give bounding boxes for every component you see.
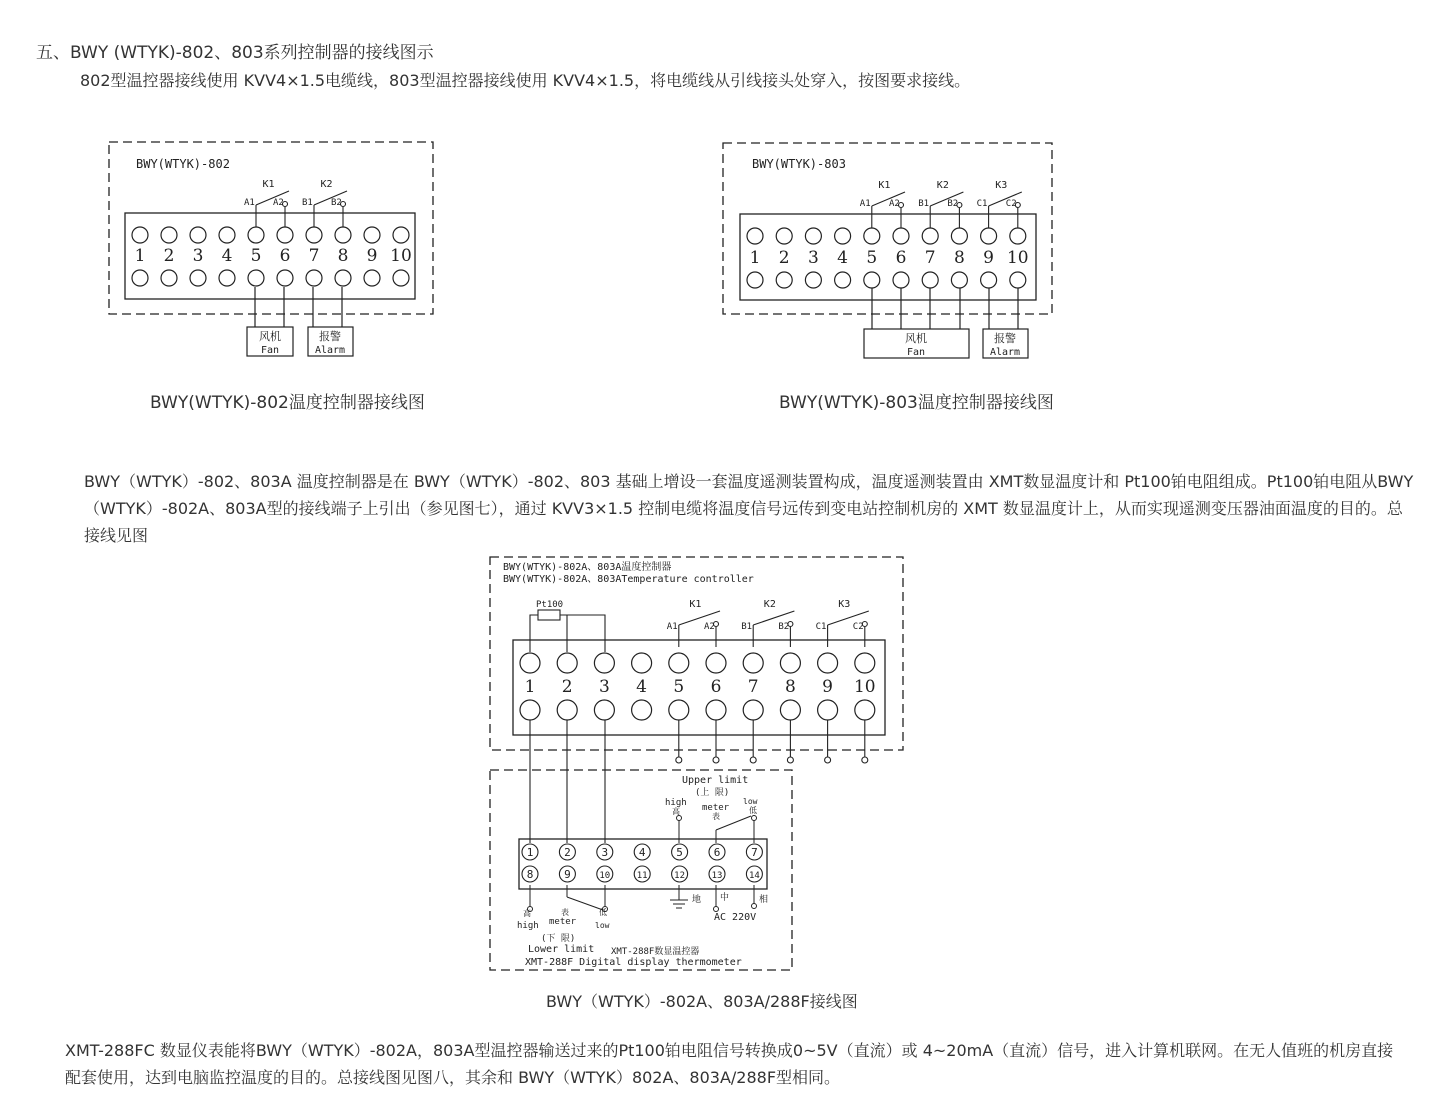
terminal-top-8: [780, 653, 800, 673]
xmt-terminal-label-2: 2: [564, 846, 571, 859]
fig803a-meter2-cn: 表: [561, 908, 569, 917]
terminal-label-6: 6: [895, 248, 907, 268]
contact-label-C1: C1: [815, 622, 827, 632]
terminal-label-7: 7: [308, 246, 320, 266]
terminal-label-1: 1: [749, 248, 761, 268]
relay-label-K1: K1: [689, 599, 702, 610]
fig803-alarm-cn: 报警: [994, 332, 1016, 345]
terminal-top-3: [805, 228, 821, 244]
xmt-terminal-label-8: 8: [526, 868, 534, 881]
terminal-top-8: [951, 228, 967, 244]
fig803a-ac: AC 220V: [714, 912, 757, 923]
terminal-bottom-6: [706, 700, 726, 720]
terminal-bottom-8: [951, 272, 967, 288]
terminal-bottom-3: [594, 700, 614, 720]
terminal-top-7: [922, 228, 938, 244]
fig803-alarm-en: Alarm: [989, 347, 1021, 358]
footer-paragraph: XMT-288FC 数显仪表能将BWY（WTYK）-802A，803A型温控器输送过来的Pt100铂电阻信号转换成0~5V（直流）或 4~20mA（直流）信号，进入计算机联网。在无人值班的机房直接配套使用，达到电脑监控温度的目的。总接线图见图八，其余和 BWY（WTYK）802A、803A/288F型相同。: [65, 1041, 1394, 1087]
contact-label-A2: A2: [889, 199, 900, 209]
fig802-caption: BWY(WTYK)-802温度控制器接线图: [150, 393, 425, 413]
contact-label-A2: A2: [704, 622, 715, 632]
fig802-alarm-cn: 报警: [319, 330, 341, 343]
contact-label-C2: C2: [1005, 199, 1017, 209]
diagram-803a: [485, 552, 915, 977]
xmt-terminal-label-5: 5: [676, 846, 683, 859]
contact-label-B2: B2: [947, 199, 959, 209]
fig803a-high2-en: high: [517, 921, 539, 931]
relay-label-K1: K1: [262, 179, 275, 190]
terminal-bottom-4: [632, 700, 652, 720]
xmt-terminal-label-1: 1: [526, 846, 534, 859]
terminal-label-4: 4: [221, 246, 233, 266]
contact-label-B1: B1: [918, 199, 930, 209]
terminal-top-9: [981, 228, 997, 244]
terminal-bottom-2: [557, 700, 577, 720]
fig803-caption: BWY(WTYK)-803温度控制器接线图: [779, 393, 1054, 413]
terminal-label-2: 2: [778, 248, 790, 268]
terminal-label-7: 7: [747, 677, 759, 697]
terminal-top-6: [893, 228, 909, 244]
terminal-top-1: [520, 653, 540, 673]
terminal-label-2: 2: [561, 677, 573, 697]
terminal-label-1: 1: [134, 246, 146, 266]
contact-label-B2: B2: [331, 198, 342, 208]
contact-label-A1: A1: [666, 622, 678, 632]
fig803a-low-en: low: [743, 797, 758, 806]
output-node-5: [676, 757, 682, 763]
terminal-bottom-2: [161, 270, 177, 286]
terminal-top-4: [632, 653, 652, 673]
output-node-7: [750, 757, 756, 763]
terminal-label-3: 3: [598, 677, 610, 697]
fig803a-ground: 地: [692, 895, 702, 905]
terminal-bottom-10: [393, 270, 409, 286]
terminal-bottom-1: [132, 270, 148, 286]
terminal-top-6: [706, 653, 726, 673]
fig803a-meter-en: meter: [702, 803, 730, 813]
terminal-label-1: 1: [524, 677, 536, 697]
output-node-9: [825, 757, 831, 763]
xmt-terminal-label-7: 7: [751, 846, 758, 859]
terminal-label-10: 10: [853, 677, 876, 697]
diagram-803: [715, 136, 1060, 366]
terminal-bottom-6: [277, 270, 293, 286]
terminal-bottom-5: [248, 270, 264, 286]
terminal-bottom-5: [669, 700, 689, 720]
contact-label-B1: B1: [741, 622, 753, 632]
contact-label-A1: A1: [859, 199, 871, 209]
terminal-top-10: [855, 653, 875, 673]
terminal-bottom-8: [780, 700, 800, 720]
fig803-fan-en: Fan: [906, 347, 926, 358]
fig803a-high2-cn: 高: [523, 909, 531, 918]
relay-label-K3: K3: [995, 180, 1008, 191]
terminal-top-7: [306, 227, 322, 243]
terminal-label-9: 9: [366, 246, 378, 266]
xmt-terminal-label-12: 12: [674, 871, 686, 881]
fig803a-phase: 相: [759, 895, 769, 905]
xmt-terminal-label-9: 9: [564, 868, 571, 881]
xmt-terminal-label-13: 13: [711, 871, 723, 881]
terminal-top-2: [161, 227, 177, 243]
relay-label-K2: K2: [936, 180, 949, 191]
terminal-top-10: [393, 227, 409, 243]
fig803-title: BWY(WTYK)-803: [752, 157, 846, 171]
terminal-bottom-7: [743, 700, 763, 720]
terminal-bottom-9: [981, 272, 997, 288]
fig803a-title-en: BWY(WTYK)-802A、803ATemperature controller: [503, 574, 754, 585]
fig803a-lower-en: Lower limit: [528, 944, 595, 955]
contact-label-B1: B1: [302, 198, 313, 208]
terminal-bottom-2: [776, 272, 792, 288]
terminal-top-4: [219, 227, 235, 243]
terminal-top-5: [669, 653, 689, 673]
terminal-top-8: [335, 227, 351, 243]
contact-label-A1: A1: [244, 198, 255, 208]
contact-label-C2: C2: [852, 622, 864, 632]
terminal-bottom-1: [520, 700, 540, 720]
fig803a-high-en: high: [665, 798, 687, 808]
terminal-bottom-8: [335, 270, 351, 286]
xmt-terminal-label-10: 10: [599, 871, 611, 881]
fig803a-pt100: Pt100: [536, 600, 564, 610]
contact-label-A2: A2: [273, 198, 284, 208]
terminal-bottom-3: [805, 272, 821, 288]
fig803a-meter-cn: 表: [712, 812, 720, 821]
relay-label-K1: K1: [878, 180, 891, 191]
terminal-label-6: 6: [710, 677, 722, 697]
output-node-8: [787, 757, 793, 763]
xmt-terminal-label-11: 11: [636, 871, 648, 881]
diagram-802: [100, 135, 445, 365]
terminal-bottom-7: [922, 272, 938, 288]
terminal-top-9: [818, 653, 838, 673]
terminal-label-10: 10: [390, 246, 412, 266]
fig803a-caption: BWY（WTYK）-802A、803A/288F接线图: [546, 992, 858, 1011]
fig803a-neutral: 中: [720, 893, 730, 903]
output-node-10: [862, 757, 868, 763]
terminal-bottom-9: [818, 700, 838, 720]
fig803a-high-cn: 高: [672, 807, 680, 816]
fig802-alarm-en: Alarm: [314, 345, 346, 356]
terminal-top-1: [747, 228, 763, 244]
fig803a-upper-en: Upper limit: [682, 775, 749, 786]
fig803a-low-cn: 低: [749, 806, 757, 815]
fig803a-xmt-en: XMT-288F Digital display thermometer: [525, 957, 742, 968]
fig803a-low2-cn: 低: [599, 908, 607, 917]
xmt-terminal-label-4: 4: [638, 846, 646, 859]
terminal-label-4: 4: [837, 248, 849, 268]
terminal-bottom-10: [1010, 272, 1026, 288]
terminal-label-3: 3: [192, 246, 204, 266]
terminal-label-9: 9: [822, 677, 834, 697]
terminal-bottom-10: [855, 700, 875, 720]
terminal-label-8: 8: [953, 248, 965, 268]
terminal-bottom-9: [364, 270, 380, 286]
section-heading: 五、BWY (WTYK)-802、803系列控制器的接线图示: [36, 43, 434, 63]
fig803a-meter2-en: meter: [549, 917, 577, 927]
relay-label-K2: K2: [320, 179, 333, 190]
terminal-label-8: 8: [784, 677, 796, 697]
description-paragraph: BWY（WTYK）-802、803A 温度控制器是在 BWY（WTYK）-802、803 基础上增设一套温度遥测装置构成，温度遥测装置由 XMT数显温度计和 Pt100铂电阻组成。Pt100铂电阻从BWY（WTYK）-802A、803A型的接线端子上引出（参见图七），通过 KVV3×1.5 控制电缆将温度信号远传到变电站控制机房的 XMT 数显温度计上，从而实现遥测变压器油面温度的目的。总接线见图: [84, 472, 1414, 545]
terminal-label-6: 6: [279, 246, 291, 266]
terminal-bottom-6: [893, 272, 909, 288]
terminal-top-7: [743, 653, 763, 673]
terminal-label-5: 5: [673, 677, 685, 697]
fig803a-upper-cn: (上 限): [695, 788, 730, 798]
terminal-top-3: [594, 653, 614, 673]
terminal-bottom-4: [219, 270, 235, 286]
terminal-bottom-5: [864, 272, 880, 288]
terminal-label-9: 9: [983, 248, 995, 268]
terminal-top-4: [835, 228, 851, 244]
terminal-top-9: [364, 227, 380, 243]
fig802-fan-cn: 风机: [259, 330, 281, 343]
fig802-fan-en: Fan: [260, 345, 280, 356]
terminal-label-3: 3: [807, 248, 819, 268]
terminal-bottom-4: [835, 272, 851, 288]
xmt-terminal-label-6: 6: [713, 846, 721, 859]
terminal-top-5: [864, 228, 880, 244]
xmt-terminal-label-14: 14: [748, 871, 760, 881]
terminal-top-3: [190, 227, 206, 243]
terminal-label-2: 2: [163, 246, 175, 266]
output-node-6: [713, 757, 719, 763]
terminal-bottom-3: [190, 270, 206, 286]
terminal-label-5: 5: [250, 246, 262, 266]
fig803a-low2-en: low: [595, 921, 610, 930]
fig803-fan-cn: 风机: [905, 332, 927, 345]
terminal-top-2: [776, 228, 792, 244]
terminal-label-5: 5: [866, 248, 878, 268]
terminal-top-10: [1010, 228, 1026, 244]
terminal-top-5: [248, 227, 264, 243]
terminal-bottom-1: [747, 272, 763, 288]
terminal-label-8: 8: [337, 246, 349, 266]
terminal-top-1: [132, 227, 148, 243]
fig803a-xmt-cn: XMT-288F数显温控器: [611, 947, 700, 957]
terminal-label-10: 10: [1006, 248, 1029, 268]
relay-label-K2: K2: [763, 599, 776, 610]
terminal-top-6: [277, 227, 293, 243]
terminal-label-7: 7: [924, 248, 936, 268]
terminal-top-2: [557, 653, 577, 673]
terminal-label-4: 4: [636, 677, 648, 697]
contact-label-C1: C1: [976, 199, 988, 209]
relay-label-K3: K3: [838, 599, 851, 610]
intro-paragraph: 802型温控器接线使用 KVV4×1.5电缆线，803型温控器接线使用 KVV4×1.5，将电缆线从引线接头处穿入，按图要求接线。: [80, 71, 971, 90]
fig803a-lower-cn: (下 限): [541, 934, 576, 944]
xmt-terminal-label-3: 3: [601, 846, 609, 859]
fig802-title: BWY(WTYK)-802: [136, 157, 230, 171]
fig803a-title-cn: BWY(WTYK)-802A、803A温度控制器: [503, 562, 672, 573]
terminal-bottom-7: [306, 270, 322, 286]
contact-label-B2: B2: [778, 622, 790, 632]
